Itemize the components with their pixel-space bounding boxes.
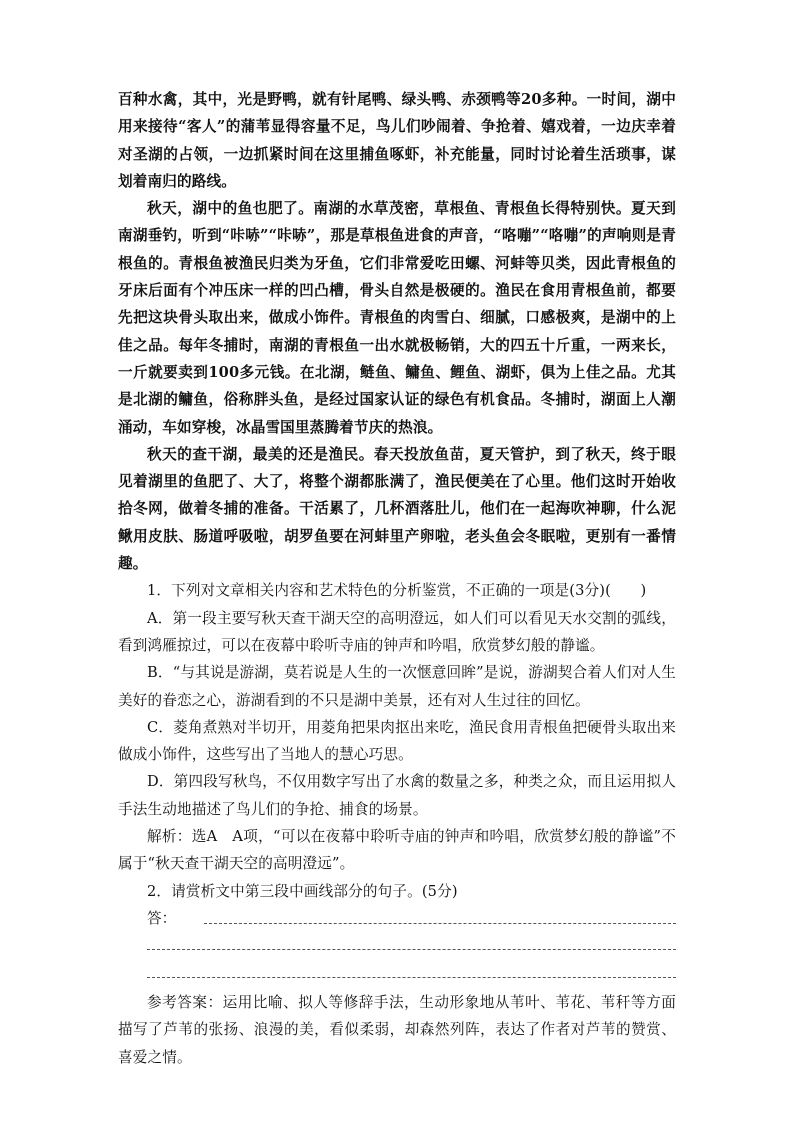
passage-paragraph-2: 秋天，湖中的鱼也肥了。南湖的水草茂密，草根鱼、青根鱼长得特别快。夏天到南湖垂钓，听到“咔哧”“咔哧”，那是草根鱼进食的声音，“咯嘣”“咯嘣”的声响则是青根鱼的。青根鱼被渔民归类为牙鱼，它们非常爱吃田螺、河蚌等贝类，因此青根鱼的牙床后面有个冲压床一样的凹凸槽，骨头自然是极硬的。渔民在食用青根鱼前，都要先把这块骨头取出来，做成小饰件。青根鱼的肉雪白、细腻，口感极爽，是湖中的上佳之品。每年冬捕时，南湖的青根鱼一出水就极畅销，大的四五十斤重，一两来长，一斤就要卖到100多元钱。在北湖，鲢鱼、鳙鱼、鲤鱼、湖虾，俱为上佳之品。尤其是北湖的鳙鱼，俗称胖头鱼，是经过国家认证的绿色有机食品。冬捕时，湖面上人潮涌动，车如穿梭，冰晶雪国里蒸腾着节庆的热浪。 (118, 200, 676, 436)
question-2-reference-answer: 参考答案：运用比喻、拟人等修辞手法，生动形象地从苇叶、苇花、苇秆等方面描写了芦苇的张扬、浪漫的美，看似柔弱，却森然列阵，表达了作者对芦苇的赞赏、喜爱之情。 (118, 993, 676, 1066)
answer-label: 答： (147, 909, 177, 927)
answer-line-2[interactable] (118, 933, 676, 961)
passage-paragraph-3: 秋天的查干湖，最美的还是渔民。春天投放鱼苗，夏天管护，到了秋天，终于眼见着湖里的鱼肥了、大了，将整个湖都胀满了，渔民便美在了心里。他们这时开始收拾冬网，做着冬捕的准备。干活累了，几杯酒落肚儿，他们在一起海吹神聊，什么泥鳅用皮肤、肠道呼吸啦，胡罗鱼要在河蚌里产卵啦，老头鱼会冬眠啦，更别有一番情趣。 (118, 445, 676, 573)
answer-line-1[interactable] (118, 905, 676, 933)
question-1-option-a: A．第一段主要写秋天查干湖天空的高明澄远，如人们可以看见天水交割的弧线，看到鸿雁掠过，可以在夜幕中聆听寺庙的钟声和吟唱，欣赏梦幻般的静谧。 (118, 609, 676, 654)
answer-dashed-line (147, 949, 676, 950)
question-1-option-b: B．“与其说是游湖，莫若说是人生的一次惬意回眸”是说，游湖契合着人们对人生美好的眷恋之心，游湖看到的不只是湖中美景，还有对人生过往的回忆。 (118, 664, 676, 709)
question-1-option-d: D．第四段写秋鸟，不仅用数字写出了水禽的数量之多，种类之众，而且运用拟人手法生动地描述了鸟儿们的争抢、捕食的场景。 (118, 773, 676, 818)
question-1-stem: 1．下列对文章相关内容和艺术特色的分析鉴赏，不正确的一项是(3分)( ) (147, 582, 647, 600)
question-1-analysis: 解析：选A A项，“可以在夜幕中聆听寺庙的钟声和吟唱，欣赏梦幻般的静谧”不属于“秋天查干湖天空的高明澄远”。 (118, 828, 676, 873)
answer-line-3[interactable] (118, 961, 676, 989)
document-content (118, 86, 676, 1071)
question-2-stem: 2．请赏析文中第三段中画线部分的句子。(5分) (147, 882, 458, 900)
passage-paragraph-1-continued: 百种水禽，其中，光是野鸭，就有针尾鸭、绿头鸭、赤颈鸭等20多种。一时间，湖中用来接待“客人”的蒲苇显得容量不足，鸟儿们吵闹着、争抢着、嬉戏着，一边庆幸着对圣湖的占领，一边抓紧时间在这里捕鱼啄虾，补充能量，同时讨论着生活琐事，谋划着南归的路线。 (118, 91, 676, 190)
answer-dashed-line (204, 923, 676, 924)
answer-dashed-line (147, 977, 676, 978)
question-1-option-c: C．菱角煮熟对半切开，用菱角把果肉抠出来吃，渔民食用青根鱼把硬骨头取出来做成小饰件，这些写出了当地人的慧心巧思。 (118, 718, 676, 764)
